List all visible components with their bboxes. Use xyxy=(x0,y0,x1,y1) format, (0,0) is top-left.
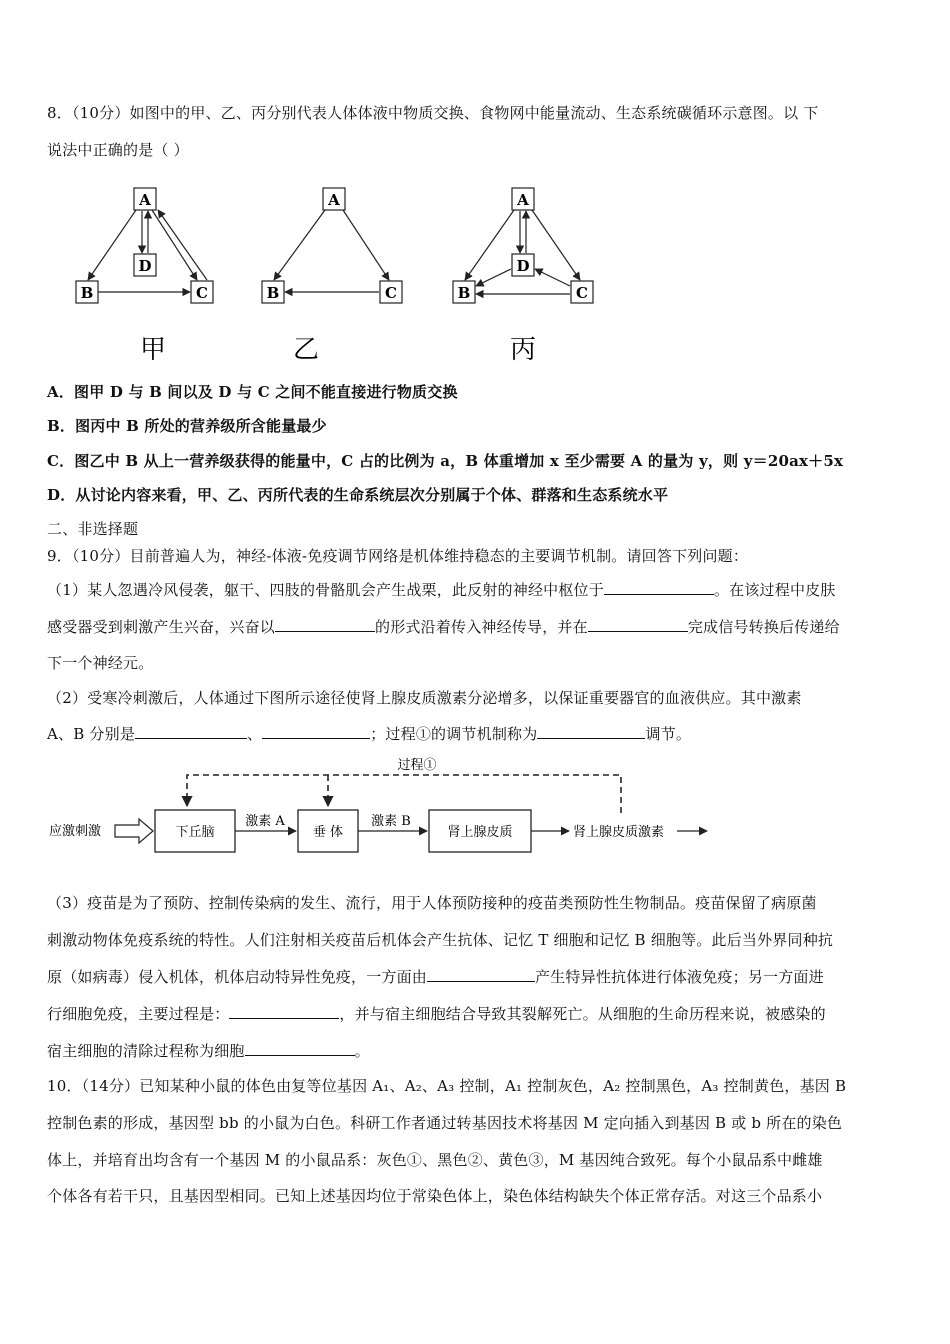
q9-p3-text-e: 宿主细胞的清除过程称为细胞 xyxy=(47,1042,245,1060)
box-pituitary: 垂 体 xyxy=(312,825,344,840)
diagram-bing xyxy=(453,188,593,365)
bing-node-b: B xyxy=(457,284,471,302)
diagram-jia xyxy=(76,188,213,365)
q10-line2: 控制色素的形成，基因型 bb 的小鼠为白色。科研工作者通过转基因技术将基因 M 定向插入到基因 B 或 b 所在的染色 xyxy=(47,1114,843,1132)
q9-p2-line2 xyxy=(47,724,691,744)
q9-p3-line3 xyxy=(47,967,824,987)
section-heading: 二、非选择题 xyxy=(47,520,139,538)
yi-node-c: C xyxy=(385,284,397,302)
q9-p3-text-a: 原（如病毒）侵入机体，机体启动特异性免疫，一方面由 xyxy=(47,968,428,986)
answer-blank-2[interactable] xyxy=(275,617,375,632)
answer-blank-5[interactable] xyxy=(262,724,370,739)
box-adrenal-cortex: 肾上腺皮质 xyxy=(447,825,513,840)
q9-p3-text-d: ，并与宿主细胞结合导致其裂解死亡。从细胞的生命历程来说，被感染的 xyxy=(339,1005,826,1023)
q8-stem-line2: 说法中正确的是（ ） xyxy=(47,141,189,159)
q8-option-c: C．图乙中 B 从上一营养级获得的能量中，C 占的比例为 a，B 体重增加 x 至少需要 A 的量为 y，则 y＝20ax＋5x xyxy=(47,452,844,470)
q9-p3-text-b: 产生特异性抗体进行体液免疫；另一方面进 xyxy=(535,968,824,986)
q9-p3-line2: 刺激动物体免疫系统的特性。人们注射相关疫苗后机体会产生抗体、记忆 T 细胞和记忆 B 细胞等。此后当外界同种抗 xyxy=(47,931,834,949)
process-label: 过程① xyxy=(397,758,437,773)
answer-blank-8[interactable] xyxy=(229,1004,339,1019)
label-jia: 甲 xyxy=(139,335,167,365)
q9-p2-text-d: 调节。 xyxy=(645,725,692,743)
q9-p3-line1: （3）疫苗是为了预防、控制传染病的发生、流行，用于人体预防接种的疫苗类预防性生物制品。疫苗保留了病原菌 xyxy=(47,894,817,912)
bing-node-d: D xyxy=(516,257,530,275)
q9-p1-line1 xyxy=(47,580,836,600)
q9-p2-text-c: ；过程①的调节机制称为 xyxy=(370,725,538,743)
q8-option-a: A．图甲 D 与 B 间以及 D 与 C 之间不能直接进行物质交换 xyxy=(47,383,458,401)
jia-node-c: C xyxy=(196,284,208,302)
hormone-a-label: 激素 A xyxy=(245,814,285,829)
q9-p2-line1: （2）受寒冷刺激后，人体通过下图所示途径使肾上腺皮质激素分泌增多，以保证重要器官的血液供应。其中激素 xyxy=(47,689,802,707)
answer-blank-3[interactable] xyxy=(588,617,688,632)
bing-node-a: A xyxy=(517,191,529,209)
stimulus-label: 应激刺激 xyxy=(49,824,102,839)
box-hypothalamus: 下丘脑 xyxy=(175,825,215,840)
answer-blank-1[interactable] xyxy=(604,580,714,595)
bing-node-c: C xyxy=(576,284,588,302)
jia-node-d: D xyxy=(138,257,152,275)
q9-p1-text-c: 感受器受到刺激产生兴奋，兴奋以 xyxy=(47,618,276,636)
q9-stem: 9．（10分）目前普遍人为，神经-体液-免疫调节网络是机体维持稳态的主要调节机制。请回答下列问题： xyxy=(47,547,749,565)
q9-p3-text-f: 。 xyxy=(354,1042,370,1060)
answer-blank-4[interactable] xyxy=(135,724,247,739)
hormone-flow-diagram xyxy=(45,755,725,865)
q10-line1: 10．（14分）已知某种小鼠的体色由复等位基因 A₁、A₂、A₃ 控制，A₁ 控制灰色，A₂ 控制黑色，A₃ 控制黄色，基因 B xyxy=(47,1077,847,1095)
yi-node-b: B xyxy=(266,284,280,302)
q9-p3-line4 xyxy=(47,1004,826,1024)
q9-p1-line2 xyxy=(47,617,840,637)
yi-node-a: A xyxy=(328,191,340,209)
q9-p1-text-e: 完成信号转换后传递给 xyxy=(687,618,840,636)
jia-node-a: A xyxy=(139,191,151,209)
q10-line3: 体上，并培育出均含有一个基因 M 的小鼠品系：灰色①、黑色②、黄色③，M 基因纯合致死。每个小鼠品系中雌雄 xyxy=(47,1151,823,1169)
answer-blank-7[interactable] xyxy=(427,967,535,982)
q8-stem-line1: 8．（10分）如图中的甲、乙、丙分别代表人体体液中物质交换、食物网中能量流动、生态系统碳循环示意图。以 下 xyxy=(47,104,819,122)
q9-p1-text-d: 的形式沿着传入神经传导，并在 xyxy=(375,618,588,636)
q8-figure xyxy=(60,178,620,378)
q9-p1-text-b: 。在该过程中皮肤 xyxy=(713,581,836,599)
label-bing: 丙 xyxy=(509,335,537,365)
answer-blank-6[interactable] xyxy=(537,724,645,739)
jia-node-b: B xyxy=(80,284,94,302)
label-yi: 乙 xyxy=(292,335,320,365)
q9-p1-text-a: （1）某人忽遇冷风侵袭，躯干、四肢的骨骼肌会产生战栗，此反射的神经中枢位于 xyxy=(47,581,604,599)
q9-p2-text-b: 、 xyxy=(247,725,263,743)
q8-option-b: B．图丙中 B 所处的营养级所含能量最少 xyxy=(47,417,327,435)
q9-p3-text-c: 行细胞免疫，主要过程是： xyxy=(47,1005,230,1023)
q10-line4: 个体各有若干只，且基因型相同。已知上述基因均位于常染色体上，染色体结构缺失个体正常存活。对这三个品系小 xyxy=(47,1187,823,1205)
q8-option-d: D．从讨论内容来看，甲、乙、丙所代表的生命系统层次分别属于个体、群落和生态系统水平 xyxy=(47,486,669,504)
diagram-yi xyxy=(262,188,402,365)
q9-p3-line5 xyxy=(47,1041,370,1061)
q9-p1-line3: 下一个神经元。 xyxy=(47,654,154,672)
output-label: 肾上腺皮质激素 xyxy=(573,825,665,840)
q9-p2-text-a: A、B 分别是 xyxy=(47,725,136,743)
answer-blank-9[interactable] xyxy=(245,1041,355,1056)
hormone-b-label: 激素 B xyxy=(371,814,411,829)
